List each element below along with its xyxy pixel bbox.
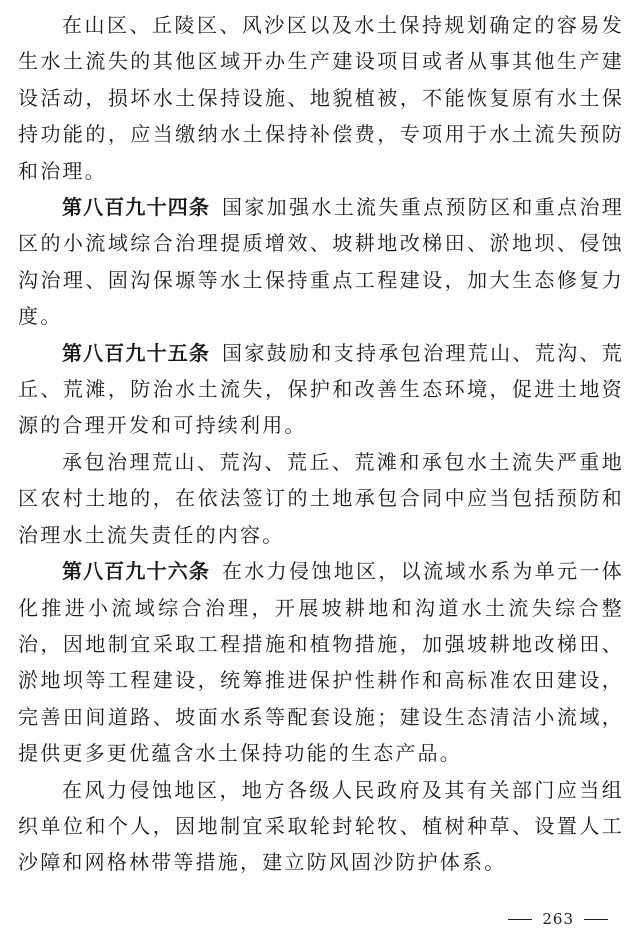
article-text: 国家鼓励和支持承包治理荒山、荒沟、荒丘、荒滩，防治水土流失，保护和改善生态环境，促进土地资源的合理开发和可持续利用。 xyxy=(18,340,625,438)
article-label: 第八百九十四条 xyxy=(62,195,210,220)
article-text: 在水力侵蚀地区，以流域水系为单元一体化推进小流域综合治理，开展坡耕地和沟道水土流失综合整治，因地制宜采取工程措施和植物措施，加强坡耕地改梯田、淤地坝等工程建设，统筹推进保护性耕作和高标准农田建设，完善田间道路、坡面水系等配套设施；建设生态清洁小流域，提供更多更优蕴含水土保持功能的生态产品。 xyxy=(18,559,625,766)
paragraph-text: 在山区、丘陵区、风沙区以及水土保持规划确定的容易发生水土流失的其他区域开办生产建设项目或者从事其他生产建设活动，损坏水土保持设施、地貌植被，不能恢复原有水土保持功能的，应当缴纳水土保持补偿费，专项用于水土流失预防和治理。 xyxy=(18,13,624,183)
page-footer xyxy=(498,910,618,928)
footer-dash-left xyxy=(508,919,532,920)
article-894 xyxy=(18,189,624,335)
article-label: 第八百九十五条 xyxy=(62,340,210,365)
paragraph-6 xyxy=(18,772,624,881)
paragraph-4 xyxy=(18,444,624,553)
article-text: 国家加强水土流失重点预防区和重点治理区的小流域综合治理提质增效、坡耕地改梯田、淤地坝、侵蚀沟治理、固沟保塬等水土保持重点工程建设，加大生态修复力度。 xyxy=(18,195,625,329)
article-label: 第八百九十六条 xyxy=(62,559,210,584)
article-895 xyxy=(18,335,624,444)
article-896 xyxy=(18,553,624,771)
footer-dash-right xyxy=(584,919,608,920)
document-page xyxy=(18,0,624,881)
paragraph-1 xyxy=(18,7,624,189)
paragraph-text: 在风力侵蚀地区，地方各级人民政府及其有关部门应当组织单位和个人，因地制宜采取轮封轮牧、植树种草、设置人工沙障和网格林带等措施，建立防风固沙防护体系。 xyxy=(18,777,624,875)
page-number: 263 xyxy=(542,910,574,928)
paragraph-text: 承包治理荒山、荒沟、荒丘、荒滩和承包水土流失严重地区农村土地的，在依法签订的土地承包合同中应当包括预防和治理水土流失责任的内容。 xyxy=(18,449,624,547)
